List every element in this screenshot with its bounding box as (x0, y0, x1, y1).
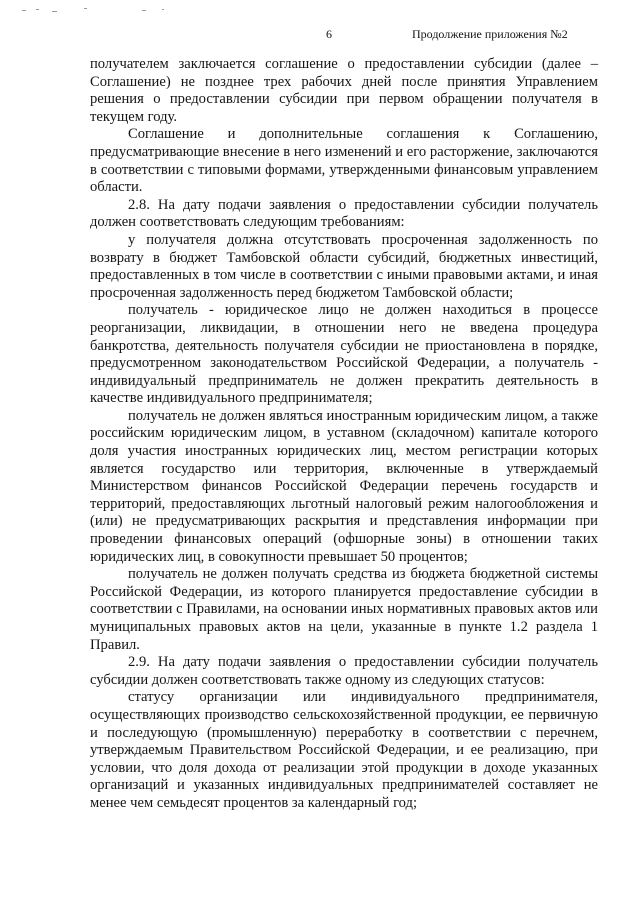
scan-speck (84, 8, 87, 9)
scan-artifacts (22, 8, 172, 18)
scan-speck (142, 10, 146, 11)
requirement-no-other-funds: получатель не должен получать средства из бюджета бюджетной системы Российской Федерации, из которого планируется предоставление субсидии в соответствии с Правилами, на основании иных нормативных правовых актов или муниципальных правовых актов на цели, указанные в пункте 1.2 раздела 1 Правил. (90, 566, 598, 653)
page-number: 6 (326, 27, 332, 41)
paragraph-2-9: 2.9. На дату подачи заявления о предоставлении субсидии получатель субсидии должен соответствовать также одному из следующих статусов: (90, 654, 598, 688)
status-producer: статусу организации или индивидуального предпринимателя, осуществляющих производство сельскохозяйственной продукции, ее первичную и последующую (промышленную) переработку в соответствии с перечнем, утверждаемым Правительством Российской Федерации, и ее реализацию, при условии, что доля дохода от реализации этой продукции в доходе указанных организаций и указанных индивидуальных предпринимателей составляет не менее чем семьдесят процентов за календарный год; (90, 689, 598, 811)
requirement-no-reorganization: получатель - юридическое лицо не должен находиться в процессе реорганизации, ликвидации, в отношении него не введена процедура банкротства, деятельность получателя субсидии не приостановлена в порядке, предусмотренном законодательством Российской Федерации, а получатель - индивидуальный предприниматель не должен прекратить деятельность в качестве индивидуального предпринимателя; (90, 302, 598, 407)
paragraph-agreement-forms: Соглашение и дополнительные соглашения к Соглашению, предусматривающие внесение в него изменений и его расторжение, заключаются в соответствии с типовыми формами, утвержденными финансовым управлением области. (90, 126, 598, 196)
scan-speck (22, 10, 26, 11)
paragraph-2-8: 2.8. На дату подачи заявления о предоставлении субсидии получатель должен соответствовать следующим требованиям: (90, 196, 598, 231)
requirement-no-debt: у получателя должна отсутствовать просроченная задолженность по возврату в бюджет Тамбовской области субсидий, бюджетных инвестиций, предоставленных в том числе в соответствии с иными правовыми актами, и иная просроченная задолженность перед бюджетом Тамбовской области; (90, 231, 598, 301)
scan-speck (52, 11, 57, 12)
paragraph-continuation: получателем заключается соглашение о предоставлении субсидии (далее – Соглашение) не позднее трех рабочих дней после принятия Управлением решения о предоставлении субсидии при первом обращении получателя в текущем году. (90, 56, 598, 125)
running-header: Продолжение приложения №2 (412, 27, 568, 41)
scan-speck (36, 9, 39, 10)
document-body (90, 56, 598, 813)
requirement-not-foreign: получатель не должен являться иностранным юридическим лицом, а также российским юридическим лицом, в уставном (складочном) капитале которого доля участия иностранных юридических лиц, местом регистрации которых является государство или территория, включенные в утверждаемый Министерством финансов Российской Федерации перечень государств и территорий, предоставляющих льготный налоговый режим налогообложения и (или) не предусматривающих раскрытия и представления информации при проведении финансовых операций (офшорные зоны) в отношении таких юридических лиц, в совокупности превышает 50 процентов; (90, 407, 598, 565)
scan-speck (162, 9, 164, 10)
